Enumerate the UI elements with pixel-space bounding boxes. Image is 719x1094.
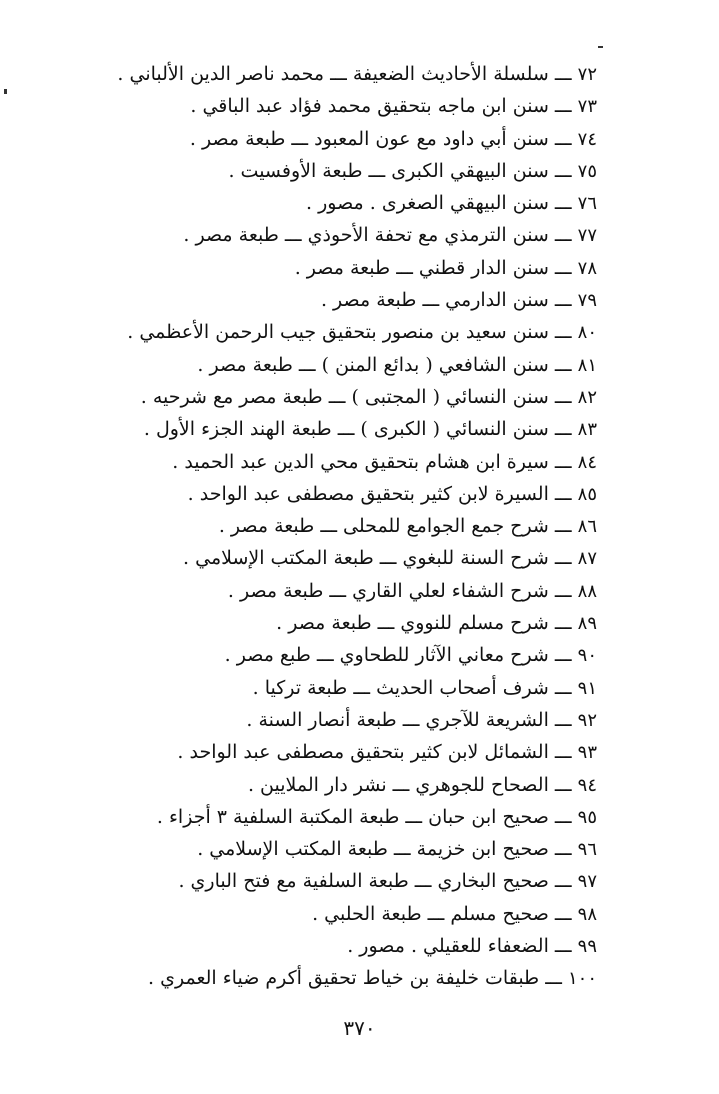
entry-number: ٧٢ — [577, 64, 597, 85]
bibliography-entry — [37, 542, 597, 574]
entry-separator: ـــ — [554, 95, 572, 118]
entry-number: ٨٤ — [577, 451, 597, 473]
bibliography-entry — [37, 446, 597, 478]
bibliography-entry — [37, 155, 597, 187]
bibliography-entry — [37, 90, 597, 122]
entry-number: ٨٨ — [577, 580, 597, 602]
bibliography-entry — [37, 478, 597, 510]
entry-text: طبقات خليفة بن خياط تحقيق أكرم ضياء العمري . — [148, 967, 540, 990]
bibliography-entry — [37, 898, 597, 930]
entry-number: ٩٨ — [577, 903, 597, 925]
entry-separator: ـــ — [554, 192, 572, 215]
entry-separator: ـــ — [554, 773, 572, 796]
bibliography-entry — [37, 123, 597, 155]
entry-text: الشريعة للآجري ـــ طبعة أنصار السنة . — [246, 708, 549, 731]
entry-separator: ـــ — [554, 676, 572, 699]
entry-number: ٨١ — [577, 354, 597, 376]
entry-text: شرح مسلم للنووي ـــ طبعة مصر . — [276, 612, 549, 635]
entry-number: ٩٣ — [577, 742, 597, 764]
entry-text: الصحاح للجوهري ـــ نشر دار الملايين . — [247, 773, 549, 796]
bibliography-entry — [37, 381, 597, 413]
entry-text: سنن النسائي ( الكبرى ) ـــ طبعة الهند الجزء الأول . — [143, 418, 549, 441]
entry-separator: ـــ — [554, 644, 572, 667]
entry-separator: ـــ — [554, 482, 572, 505]
bibliography-entry — [37, 413, 597, 445]
entry-text: الضعفاء للعقيلي . مصور . — [347, 935, 549, 958]
entry-text: سنن الدار قطني ـــ طبعة مصر . — [294, 256, 549, 279]
entry-number: ٨٠ — [577, 322, 597, 344]
entry-separator: ـــ — [554, 289, 572, 312]
entry-separator: ـــ — [545, 967, 562, 990]
entry-text: شرح معاني الآثار للطحاوي ـــ طبع مصر . — [224, 644, 549, 667]
page-number: ٣٧٠ — [343, 1016, 376, 1040]
bibliography-entry — [37, 865, 597, 897]
entry-number: ٩١ — [577, 677, 597, 699]
bibliography-entry — [37, 607, 597, 639]
bibliography-entry — [37, 704, 597, 736]
bibliography-entry — [37, 349, 597, 381]
edge-mark-left — [4, 89, 7, 94]
entry-separator: ـــ — [554, 870, 572, 893]
entry-text: صحيح مسلم ـــ طبعة الحلبي . — [312, 902, 549, 925]
entry-number: ٩٥ — [577, 806, 597, 828]
entry-number: ٩٧ — [577, 871, 597, 893]
entry-separator: ـــ — [554, 579, 572, 602]
entry-number: ٨٢ — [577, 386, 597, 408]
bibliography-entry — [37, 833, 597, 865]
entry-text: الشمائل لابن كثير بتحقيق مصطفى عبد الواحد . — [177, 741, 549, 764]
entry-number: ١٠٠ — [567, 968, 597, 990]
entry-separator: ـــ — [554, 159, 572, 182]
bibliography-entry — [37, 58, 597, 90]
bibliography-entry — [37, 252, 597, 284]
entry-separator: ـــ — [554, 63, 572, 85]
entry-number: ٧٨ — [577, 257, 597, 279]
entry-text: شرح الشفاء لعلي القاري ـــ طبعة مصر . — [227, 579, 549, 602]
entry-text: سنن سعيد بن منصور بتحقيق جيب الرحمن الأعظمي . — [127, 321, 549, 344]
entry-separator: ـــ — [554, 418, 572, 441]
entry-number: ٧٤ — [577, 128, 597, 150]
entry-separator: ـــ — [554, 612, 572, 635]
entry-separator: ـــ — [554, 547, 572, 570]
entry-text: السيرة لابن كثير بتحقيق مصطفى عبد الواحد . — [187, 482, 549, 505]
entry-separator: ـــ — [554, 805, 572, 828]
entry-text: سنن الشافعي ( بدائع المنن ) ـــ طبعة مصر . — [197, 353, 549, 376]
entry-separator: ـــ — [554, 353, 572, 376]
entry-text: سنن البيهقي الصغرى . مصور . — [306, 192, 549, 215]
bibliography-entry — [37, 639, 597, 671]
bibliography-entry — [37, 510, 597, 542]
bibliography-entry — [37, 284, 597, 316]
entry-separator: ـــ — [554, 708, 572, 731]
entry-separator: ـــ — [554, 838, 572, 861]
bibliography-entry — [37, 736, 597, 768]
entry-number: ٨٧ — [577, 548, 597, 570]
bibliography-entry — [37, 930, 597, 962]
bibliography-entry — [37, 801, 597, 833]
entry-separator: ـــ — [554, 224, 572, 247]
bibliography-entry — [37, 187, 597, 219]
bibliography-entry — [37, 672, 597, 704]
entry-number: ٧٩ — [577, 290, 597, 312]
entry-number: ٩٩ — [577, 936, 597, 958]
entry-text: سنن الترمذي مع تحفة الأحوذي ـــ طبعة مصر . — [183, 224, 549, 247]
bibliography-entry — [37, 769, 597, 801]
entry-text: سنن النسائي ( المجتبى ) ـــ طبعة مصر مع شرحيه . — [140, 385, 549, 408]
entry-text: سنن الدارمي ـــ طبعة مصر . — [320, 289, 549, 312]
entry-text: شرح جمع الجوامع للمحلى ـــ طبعة مصر . — [218, 515, 549, 538]
bibliography-entry — [37, 219, 597, 251]
entry-number: ٧٦ — [577, 193, 597, 215]
entry-separator: ـــ — [554, 127, 572, 150]
edge-mark-top — [598, 46, 603, 48]
entry-text: سنن ابن ماجه بتحقيق محمد فؤاد عبد الباقي . — [190, 95, 549, 118]
entry-number: ٨٦ — [577, 516, 597, 538]
bibliography-list — [37, 58, 597, 995]
entry-number: ٧٥ — [577, 160, 597, 182]
entry-text: سنن البيهقي الكبرى ـــ طبعة الأوفسيت . — [228, 159, 549, 182]
entry-number: ٩٦ — [577, 839, 597, 861]
entry-number: ٧٧ — [577, 225, 597, 247]
entry-separator: ـــ — [554, 450, 572, 473]
entry-text: صحيح ابن خزيمة ـــ طبعة المكتب الإسلامي . — [197, 838, 549, 861]
bibliography-entry — [37, 575, 597, 607]
entry-number: ٧٣ — [577, 96, 597, 118]
entry-number: ٩٤ — [577, 774, 597, 796]
bibliography-entry — [37, 962, 597, 994]
entry-separator: ـــ — [554, 515, 572, 538]
entry-separator: ـــ — [554, 385, 572, 408]
entry-text: سلسلة الأحاديث الضعيفة ـــ محمد ناصر الدين الألباني . — [117, 63, 549, 85]
entry-text: صحيح ابن حبان ـــ طبعة المكتبة السلفية ٣ أجزاء . — [156, 805, 549, 828]
entry-number: ٩٠ — [577, 645, 597, 667]
entry-text: شرف أصحاب الحديث ـــ طبعة تركيا . — [252, 676, 549, 699]
entry-text: صحيح البخاري ـــ طبعة السلفية مع فتح الباري . — [178, 870, 549, 893]
entry-text: شرح السنة للبغوي ـــ طبعة المكتب الإسلامي . — [183, 547, 549, 570]
entry-number: ٨٩ — [577, 613, 597, 635]
entry-number: ٨٥ — [577, 483, 597, 505]
bibliography-entry — [37, 316, 597, 348]
entry-separator: ـــ — [554, 902, 572, 925]
entry-separator: ـــ — [554, 741, 572, 764]
entry-text: سنن أبي داود مع عون المعبود ـــ طبعة مصر . — [189, 127, 549, 150]
entry-separator: ـــ — [554, 256, 572, 279]
entry-separator: ـــ — [554, 935, 572, 958]
entry-number: ٩٢ — [577, 709, 597, 731]
entry-separator: ـــ — [554, 321, 572, 344]
entry-number: ٨٣ — [577, 419, 597, 441]
entry-text: سيرة ابن هشام بتحقيق محي الدين عبد الحميد . — [172, 450, 549, 473]
